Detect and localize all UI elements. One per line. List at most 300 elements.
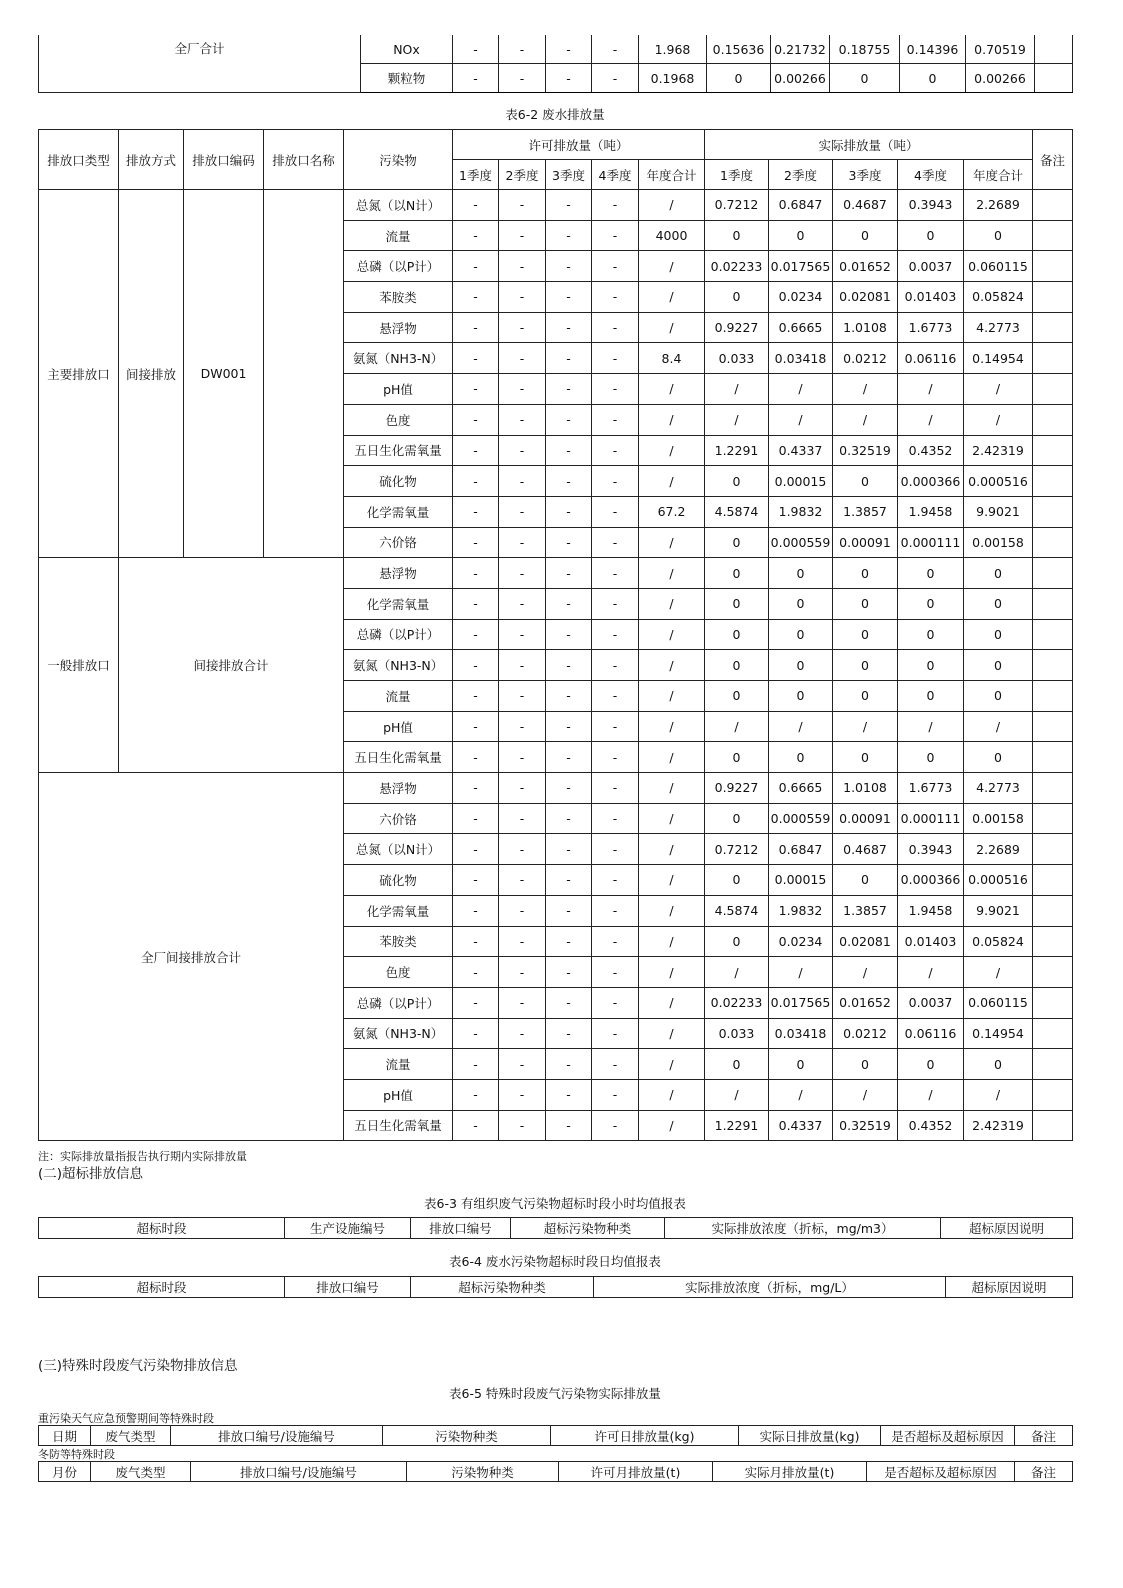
actual-value-cell: 0.00266 bbox=[771, 64, 830, 93]
group-label-cell: 全厂合计 bbox=[39, 35, 361, 93]
actual-value-cell: 0.0212 bbox=[833, 1018, 898, 1049]
permit-value-cell: / bbox=[639, 711, 705, 742]
quarter-header: 1季度 bbox=[453, 160, 499, 190]
column-header: 污染物种类 bbox=[407, 1462, 559, 1482]
pollutant-cell: 流量 bbox=[344, 220, 453, 251]
actual-value-cell: 0.060115 bbox=[964, 987, 1033, 1018]
actual-value-cell: 0 bbox=[705, 865, 769, 896]
pollutant-cell: 色度 bbox=[344, 404, 453, 435]
actual-value-cell: 0.14396 bbox=[900, 35, 966, 64]
column-header: 超标原因说明 bbox=[941, 1218, 1073, 1239]
permit-value-cell: / bbox=[639, 650, 705, 681]
permit-value-cell: - bbox=[546, 742, 592, 773]
column-header: 实际排放浓度（折标，mg/L） bbox=[594, 1277, 946, 1298]
permit-value-cell: - bbox=[592, 251, 639, 282]
pollutant-cell: 氨氮（NH3-N） bbox=[344, 1018, 453, 1049]
permit-value-cell: - bbox=[546, 466, 592, 497]
actual-value-cell: / bbox=[898, 404, 964, 435]
actual-value-cell: 0.0212 bbox=[833, 343, 898, 374]
permit-value-cell: 4000 bbox=[639, 220, 705, 251]
actual-value-cell: 0 bbox=[898, 220, 964, 251]
note-cell bbox=[1033, 374, 1073, 405]
pollutant-cell: 色度 bbox=[344, 957, 453, 988]
permit-value-cell: - bbox=[546, 1049, 592, 1080]
permit-value-cell: / bbox=[639, 1110, 705, 1141]
note-cell bbox=[1035, 35, 1073, 64]
column-header: 超标时段 bbox=[39, 1277, 285, 1298]
note-cell bbox=[1033, 1018, 1073, 1049]
actual-value-cell: 0.017565 bbox=[769, 987, 833, 1018]
quarter-header: 年度合计 bbox=[639, 160, 705, 190]
note-cell bbox=[1033, 527, 1073, 558]
permit-value-cell: - bbox=[546, 865, 592, 896]
permit-value-cell: / bbox=[639, 803, 705, 834]
actual-value-cell: 0.00158 bbox=[964, 803, 1033, 834]
column-header: 许可月排放量(t) bbox=[559, 1462, 713, 1482]
header-pollutant: 污染物 bbox=[344, 130, 453, 190]
actual-value-cell: / bbox=[964, 711, 1033, 742]
permit-value-cell: - bbox=[592, 558, 639, 589]
actual-value-cell: 0.00266 bbox=[966, 64, 1035, 93]
actual-value-cell: 0 bbox=[705, 1049, 769, 1080]
pollutant-cell: NOx bbox=[361, 35, 453, 64]
actual-value-cell: 0.6665 bbox=[769, 773, 833, 804]
permit-value-cell: - bbox=[546, 251, 592, 282]
pollutant-cell: 硫化物 bbox=[344, 466, 453, 497]
permit-value-cell: / bbox=[639, 558, 705, 589]
actual-value-cell: 0 bbox=[964, 650, 1033, 681]
permit-value-cell: - bbox=[592, 957, 639, 988]
pollutant-cell: 苯胺类 bbox=[344, 282, 453, 313]
permit-value-cell: - bbox=[546, 527, 592, 558]
pollutant-cell: 总磷（以P计） bbox=[344, 251, 453, 282]
permit-value-cell: - bbox=[499, 312, 546, 343]
actual-value-cell: 1.2291 bbox=[705, 1110, 769, 1141]
permit-value-cell: - bbox=[546, 1110, 592, 1141]
actual-value-cell: 0.000516 bbox=[964, 865, 1033, 896]
actual-value-cell: / bbox=[769, 1079, 833, 1110]
column-header: 备注 bbox=[1015, 1426, 1073, 1446]
actual-value-cell: 2.42319 bbox=[964, 1110, 1033, 1141]
section-3-title: (三)特殊时段废气污染物排放信息 bbox=[38, 1358, 238, 1374]
permit-value-cell: / bbox=[639, 190, 705, 221]
actual-value-cell: 0.00015 bbox=[769, 466, 833, 497]
note-cell bbox=[1033, 957, 1073, 988]
actual-value-cell: 2.2689 bbox=[964, 834, 1033, 865]
column-header: 排放口编号/设施编号 bbox=[191, 1462, 407, 1482]
permit-value-cell: - bbox=[499, 1079, 546, 1110]
actual-value-cell: 1.6773 bbox=[898, 773, 964, 804]
permit-value-cell: - bbox=[546, 312, 592, 343]
pollutant-cell: 氨氮（NH3-N） bbox=[344, 650, 453, 681]
permit-value-cell: - bbox=[592, 742, 639, 773]
actual-value-cell: 0 bbox=[769, 650, 833, 681]
note-cell bbox=[1033, 803, 1073, 834]
actual-value-cell: 0 bbox=[898, 558, 964, 589]
actual-value-cell: 0 bbox=[964, 742, 1033, 773]
table-6-5-part-b bbox=[38, 1461, 1073, 1482]
actual-value-cell: 0.7212 bbox=[705, 834, 769, 865]
actual-value-cell: 0.01403 bbox=[898, 282, 964, 313]
actual-value-cell: 0 bbox=[705, 466, 769, 497]
note-cell bbox=[1033, 1079, 1073, 1110]
actual-value-cell: 0.06116 bbox=[898, 343, 964, 374]
table-6-2 bbox=[38, 129, 1073, 1141]
permit-value-cell: - bbox=[453, 742, 499, 773]
pollutant-cell: 颗粒物 bbox=[361, 64, 453, 93]
actual-value-cell: 0 bbox=[705, 527, 769, 558]
permit-value-cell: - bbox=[592, 1018, 639, 1049]
outlet-code-cell: DW001 bbox=[184, 190, 264, 558]
table-6-3 bbox=[38, 1217, 1073, 1239]
pollutant-cell: pH值 bbox=[344, 374, 453, 405]
quarter-header: 2季度 bbox=[769, 160, 833, 190]
actual-value-cell: 0 bbox=[769, 1049, 833, 1080]
permit-value-cell: - bbox=[499, 742, 546, 773]
permit-value-cell: - bbox=[546, 650, 592, 681]
permit-value-cell: - bbox=[546, 1079, 592, 1110]
note-cell bbox=[1033, 220, 1073, 251]
permit-value-cell: - bbox=[592, 1110, 639, 1141]
actual-value-cell: 0 bbox=[964, 558, 1033, 589]
note-cell bbox=[1033, 496, 1073, 527]
permit-value-cell: - bbox=[453, 803, 499, 834]
actual-value-cell: 0.0037 bbox=[898, 251, 964, 282]
actual-value-cell: 0 bbox=[833, 742, 898, 773]
actual-value-cell: 4.2773 bbox=[964, 312, 1033, 343]
actual-value-cell: / bbox=[833, 1079, 898, 1110]
actual-value-cell: 0.3943 bbox=[898, 834, 964, 865]
actual-value-cell: 0 bbox=[769, 681, 833, 712]
permit-value-cell: - bbox=[592, 496, 639, 527]
column-header: 许可日排放量(kg) bbox=[551, 1426, 739, 1446]
permit-value-cell: - bbox=[499, 773, 546, 804]
actual-value-cell: 0.9227 bbox=[705, 312, 769, 343]
actual-value-cell: / bbox=[833, 404, 898, 435]
permit-value-cell: - bbox=[499, 711, 546, 742]
permit-value-cell: - bbox=[592, 773, 639, 804]
column-header: 是否超标及超标原因 bbox=[867, 1462, 1015, 1482]
column-header: 排放口编号/设施编号 bbox=[171, 1426, 383, 1446]
permit-value-cell: / bbox=[639, 466, 705, 497]
pollutant-cell: 五日生化需氧量 bbox=[344, 435, 453, 466]
actual-value-cell: 0 bbox=[769, 742, 833, 773]
actual-value-cell: 0.00158 bbox=[964, 527, 1033, 558]
column-header: 生产设施编号 bbox=[285, 1218, 411, 1239]
actual-value-cell: 0.05824 bbox=[964, 926, 1033, 957]
permit-value-cell: - bbox=[546, 926, 592, 957]
actual-value-cell: 0.32519 bbox=[833, 435, 898, 466]
actual-value-cell: / bbox=[705, 1079, 769, 1110]
pollutant-cell: 悬浮物 bbox=[344, 773, 453, 804]
actual-value-cell: 0 bbox=[833, 1049, 898, 1080]
permit-value-cell: - bbox=[499, 681, 546, 712]
permit-value-cell: / bbox=[639, 1049, 705, 1080]
actual-value-cell: / bbox=[964, 374, 1033, 405]
header-actual-group: 实际排放量（吨） bbox=[705, 130, 1033, 160]
note-cell bbox=[1033, 251, 1073, 282]
permit-value-cell: - bbox=[546, 496, 592, 527]
actual-value-cell: 0.4337 bbox=[769, 1110, 833, 1141]
actual-value-cell: 0 bbox=[898, 588, 964, 619]
permit-value-cell: - bbox=[592, 374, 639, 405]
actual-value-cell: 0.03418 bbox=[769, 1018, 833, 1049]
permit-value-cell: - bbox=[499, 619, 546, 650]
permit-value-cell: - bbox=[592, 466, 639, 497]
pollutant-cell: 总氮（以N计） bbox=[344, 834, 453, 865]
actual-value-cell: / bbox=[964, 1079, 1033, 1110]
permit-value-cell: 1.968 bbox=[639, 35, 707, 64]
permit-value-cell: - bbox=[592, 619, 639, 650]
permit-value-cell: - bbox=[499, 466, 546, 497]
table-row bbox=[39, 558, 1073, 589]
actual-value-cell: 0 bbox=[705, 926, 769, 957]
actual-value-cell: 9.9021 bbox=[964, 496, 1033, 527]
actual-value-cell: / bbox=[898, 711, 964, 742]
permit-value-cell: - bbox=[592, 312, 639, 343]
actual-value-cell: 0 bbox=[833, 220, 898, 251]
permit-value-cell: - bbox=[499, 987, 546, 1018]
outlet-type-cell: 主要排放口 bbox=[39, 190, 119, 558]
actual-value-cell: 0.000559 bbox=[769, 803, 833, 834]
actual-value-cell: 0.6665 bbox=[769, 312, 833, 343]
actual-value-cell: 0.000111 bbox=[898, 803, 964, 834]
permit-value-cell: - bbox=[592, 834, 639, 865]
quarter-header: 3季度 bbox=[833, 160, 898, 190]
permit-value-cell: / bbox=[639, 681, 705, 712]
note-cell bbox=[1033, 987, 1073, 1018]
column-header: 排放口编号 bbox=[285, 1277, 411, 1298]
permit-value-cell: / bbox=[639, 435, 705, 466]
subtotal-label-cell: 间接排放合计 bbox=[119, 558, 344, 773]
permit-value-cell: - bbox=[499, 1018, 546, 1049]
permit-value-cell: - bbox=[499, 1110, 546, 1141]
actual-value-cell: 0 bbox=[964, 220, 1033, 251]
permit-value-cell: - bbox=[499, 64, 546, 93]
permit-value-cell: - bbox=[453, 404, 499, 435]
permit-value-cell: - bbox=[546, 404, 592, 435]
actual-value-cell: 0.000366 bbox=[898, 466, 964, 497]
column-header: 是否超标及超标原因 bbox=[881, 1426, 1015, 1446]
actual-value-cell: 0.02233 bbox=[705, 987, 769, 1018]
permit-value-cell: - bbox=[453, 435, 499, 466]
permit-value-cell: - bbox=[592, 711, 639, 742]
permit-value-cell: - bbox=[546, 343, 592, 374]
permit-value-cell: - bbox=[499, 435, 546, 466]
actual-value-cell: 0.000111 bbox=[898, 527, 964, 558]
actual-value-cell: 0 bbox=[769, 558, 833, 589]
column-header: 废气类型 bbox=[91, 1426, 171, 1446]
permit-value-cell: - bbox=[499, 496, 546, 527]
permit-value-cell: - bbox=[499, 895, 546, 926]
actual-value-cell: 0.14954 bbox=[964, 1018, 1033, 1049]
permit-value-cell: - bbox=[453, 987, 499, 1018]
pollutant-cell: 总磷（以P计） bbox=[344, 619, 453, 650]
actual-value-cell: 0 bbox=[705, 558, 769, 589]
actual-value-cell: 0 bbox=[833, 619, 898, 650]
plant-total-label-cell: 全厂间接排放合计 bbox=[39, 773, 344, 1141]
permit-value-cell: - bbox=[592, 926, 639, 957]
actual-value-cell: 2.42319 bbox=[964, 435, 1033, 466]
permit-value-cell: - bbox=[453, 282, 499, 313]
method-cell: 间接排放 bbox=[119, 190, 184, 558]
permit-value-cell: - bbox=[453, 773, 499, 804]
actual-value-cell: 0 bbox=[898, 742, 964, 773]
note-cell bbox=[1033, 588, 1073, 619]
permit-value-cell: / bbox=[639, 527, 705, 558]
actual-value-cell: 0.6847 bbox=[769, 190, 833, 221]
actual-value-cell: 0.033 bbox=[705, 1018, 769, 1049]
actual-value-cell: / bbox=[898, 957, 964, 988]
permit-value-cell: - bbox=[499, 527, 546, 558]
header-permit-group: 许可排放量（吨） bbox=[453, 130, 705, 160]
permit-value-cell: - bbox=[546, 895, 592, 926]
note-cell bbox=[1035, 64, 1073, 93]
actual-value-cell: 0.4352 bbox=[898, 1110, 964, 1141]
quarter-header: 年度合计 bbox=[964, 160, 1033, 190]
pollutant-cell: 六价铬 bbox=[344, 527, 453, 558]
quarter-header: 3季度 bbox=[546, 160, 592, 190]
table-6-5-part-b-label: 冬防等特殊时段 bbox=[38, 1448, 115, 1461]
actual-value-cell: 0.00091 bbox=[833, 803, 898, 834]
permit-value-cell: - bbox=[546, 190, 592, 221]
table-6-5-part-a bbox=[38, 1425, 1073, 1446]
actual-value-cell: 0 bbox=[900, 64, 966, 93]
actual-value-cell: 0.000516 bbox=[964, 466, 1033, 497]
permit-value-cell: - bbox=[592, 35, 639, 64]
actual-value-cell: 0 bbox=[964, 588, 1033, 619]
actual-value-cell: 0 bbox=[833, 681, 898, 712]
actual-value-cell: 4.2773 bbox=[964, 773, 1033, 804]
column-header: 实际月排放量(t) bbox=[713, 1462, 867, 1482]
actual-value-cell: 0 bbox=[833, 865, 898, 896]
permit-value-cell: - bbox=[546, 803, 592, 834]
note-cell bbox=[1033, 404, 1073, 435]
header-note: 备注 bbox=[1033, 130, 1073, 190]
permit-value-cell: / bbox=[639, 987, 705, 1018]
actual-value-cell: 0 bbox=[830, 64, 900, 93]
permit-value-cell: - bbox=[546, 711, 592, 742]
permit-value-cell: - bbox=[453, 343, 499, 374]
permit-value-cell: - bbox=[499, 588, 546, 619]
permit-value-cell: - bbox=[453, 865, 499, 896]
note-cell bbox=[1033, 1049, 1073, 1080]
actual-value-cell: 0.06116 bbox=[898, 1018, 964, 1049]
pollutant-cell: 氨氮（NH3-N） bbox=[344, 343, 453, 374]
permit-value-cell: - bbox=[453, 619, 499, 650]
actual-value-cell: 0.033 bbox=[705, 343, 769, 374]
permit-value-cell: - bbox=[592, 220, 639, 251]
column-header: 排放口编号 bbox=[411, 1218, 511, 1239]
permit-value-cell: - bbox=[453, 374, 499, 405]
header-method: 排放方式 bbox=[119, 130, 184, 190]
table-6-5-part-a-label: 重污染天气应急预警期间等特殊时段 bbox=[38, 1412, 214, 1425]
permit-value-cell: - bbox=[453, 558, 499, 589]
permit-value-cell: / bbox=[639, 251, 705, 282]
actual-value-cell: 0 bbox=[705, 650, 769, 681]
actual-value-cell: 1.0108 bbox=[833, 312, 898, 343]
quarter-header: 4季度 bbox=[898, 160, 964, 190]
permit-value-cell: - bbox=[453, 1018, 499, 1049]
actual-value-cell: 0.70519 bbox=[966, 35, 1035, 64]
permit-value-cell: - bbox=[499, 834, 546, 865]
permit-value-cell: - bbox=[592, 681, 639, 712]
permit-value-cell: - bbox=[453, 251, 499, 282]
actual-value-cell: 1.0108 bbox=[833, 773, 898, 804]
note-cell bbox=[1033, 834, 1073, 865]
section-2-title: (二)超标排放信息 bbox=[38, 1166, 144, 1182]
permit-value-cell: - bbox=[546, 1018, 592, 1049]
actual-value-cell: 0.3943 bbox=[898, 190, 964, 221]
permit-value-cell: - bbox=[499, 282, 546, 313]
permit-value-cell: 67.2 bbox=[639, 496, 705, 527]
header-outlet-type: 排放口类型 bbox=[39, 130, 119, 190]
permit-value-cell: - bbox=[546, 374, 592, 405]
permit-value-cell: / bbox=[639, 895, 705, 926]
permit-value-cell: - bbox=[499, 343, 546, 374]
actual-value-cell: 0.00091 bbox=[833, 527, 898, 558]
permit-value-cell: - bbox=[592, 588, 639, 619]
permit-value-cell: - bbox=[592, 64, 639, 93]
actual-value-cell: / bbox=[705, 711, 769, 742]
actual-value-cell: 0 bbox=[705, 803, 769, 834]
header-outlet-code: 排放口编码 bbox=[184, 130, 264, 190]
permit-value-cell: - bbox=[499, 957, 546, 988]
permit-value-cell: - bbox=[592, 803, 639, 834]
note-cell bbox=[1033, 895, 1073, 926]
permit-value-cell: - bbox=[499, 190, 546, 221]
column-header: 实际排放浓度（折标，mg/m3） bbox=[665, 1218, 941, 1239]
permit-value-cell: - bbox=[453, 957, 499, 988]
permit-value-cell: - bbox=[453, 588, 499, 619]
permit-value-cell: - bbox=[499, 926, 546, 957]
note-cell bbox=[1033, 742, 1073, 773]
permit-value-cell: / bbox=[639, 312, 705, 343]
actual-value-cell: 0.01652 bbox=[833, 987, 898, 1018]
note-cell bbox=[1033, 435, 1073, 466]
permit-value-cell: / bbox=[639, 742, 705, 773]
actual-value-cell: 0 bbox=[898, 650, 964, 681]
actual-value-cell: 1.9832 bbox=[769, 496, 833, 527]
actual-value-cell: 0.7212 bbox=[705, 190, 769, 221]
pollutant-cell: 化学需氧量 bbox=[344, 895, 453, 926]
table-row bbox=[39, 190, 1073, 221]
note-cell bbox=[1033, 926, 1073, 957]
actual-value-cell: 0 bbox=[705, 742, 769, 773]
actual-value-cell: / bbox=[705, 374, 769, 405]
permit-value-cell: - bbox=[453, 834, 499, 865]
note-cell bbox=[1033, 650, 1073, 681]
column-header: 日期 bbox=[39, 1426, 91, 1446]
actual-value-cell: 0.18755 bbox=[830, 35, 900, 64]
permit-value-cell: / bbox=[639, 619, 705, 650]
pollutant-cell: 流量 bbox=[344, 681, 453, 712]
permit-value-cell: - bbox=[499, 35, 546, 64]
pollutant-cell: pH值 bbox=[344, 1079, 453, 1110]
actual-value-cell: 0.01403 bbox=[898, 926, 964, 957]
permit-value-cell: - bbox=[499, 251, 546, 282]
actual-value-cell: / bbox=[833, 374, 898, 405]
permit-value-cell: - bbox=[453, 650, 499, 681]
actual-value-cell: / bbox=[833, 711, 898, 742]
actual-value-cell: 0.4687 bbox=[833, 190, 898, 221]
header-row bbox=[39, 1462, 1073, 1482]
actual-value-cell: 0.000366 bbox=[898, 865, 964, 896]
permit-value-cell: - bbox=[592, 1079, 639, 1110]
permit-value-cell: - bbox=[546, 619, 592, 650]
actual-value-cell: 1.6773 bbox=[898, 312, 964, 343]
actual-value-cell: 0.060115 bbox=[964, 251, 1033, 282]
